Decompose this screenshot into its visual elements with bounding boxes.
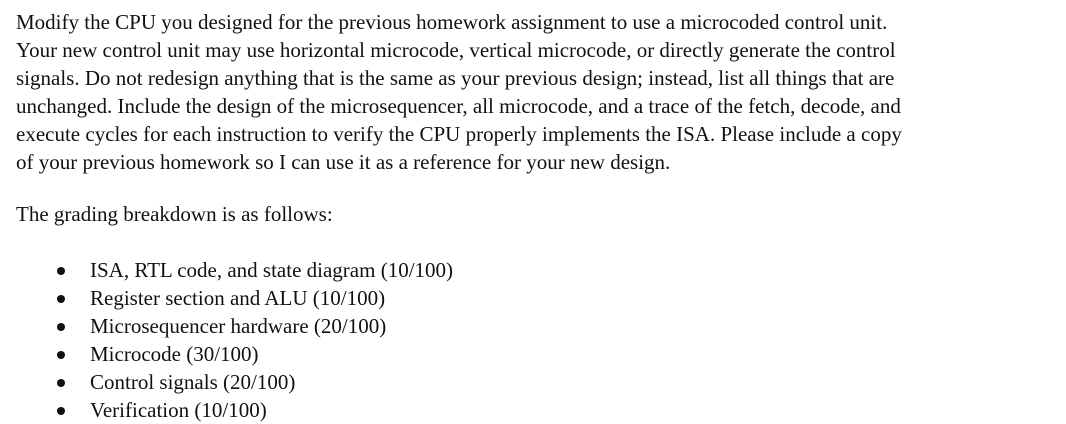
- bullet-icon: [57, 323, 65, 331]
- bullet-icon: [57, 267, 65, 275]
- grading-breakdown-intro: The grading breakdown is as follows:: [16, 202, 333, 226]
- grading-list-item: [16, 340, 1056, 368]
- grading-item-text: Verification (10/100): [90, 398, 267, 422]
- paragraph-line: of your previous homework so I can use it as a reference for your new design.: [16, 150, 671, 174]
- bullet-icon: [57, 295, 65, 303]
- grading-item-text: Microsequencer hardware (20/100): [90, 314, 387, 338]
- bullet-icon: [57, 351, 65, 359]
- bullet-icon: [57, 407, 65, 415]
- grading-list-item: [16, 368, 1056, 396]
- grading-item-text: ISA, RTL code, and state diagram (10/100): [90, 258, 454, 282]
- bullet-icon: [57, 379, 65, 387]
- assignment-paragraph: [16, 8, 1056, 176]
- grading-item-text: Control signals (20/100): [90, 370, 296, 394]
- grading-item-text: Register section and ALU (10/100): [90, 286, 386, 310]
- paragraph-line: Modify the CPU you designed for the previous homework assignment to use a microcoded control unit.: [16, 10, 888, 34]
- paragraph-line: signals. Do not redesign anything that is the same as your previous design; instead, list all things that are: [16, 66, 895, 90]
- grading-item-text: Microcode (30/100): [90, 342, 259, 366]
- paragraph-line: execute cycles for each instruction to verify the CPU properly implements the ISA. Please include a copy: [16, 122, 902, 146]
- grading-list-item: [16, 312, 1056, 340]
- grading-list: [16, 256, 1056, 424]
- document-body: [16, 8, 1056, 424]
- paragraph-line: unchanged. Include the design of the microsequencer, all microcode, and a trace of the fetch, decode, and: [16, 94, 901, 118]
- paragraph-line: Your new control unit may use horizontal microcode, vertical microcode, or directly generate the control: [16, 38, 896, 62]
- grading-list-item: [16, 256, 1056, 284]
- grading-list-item: [16, 284, 1056, 312]
